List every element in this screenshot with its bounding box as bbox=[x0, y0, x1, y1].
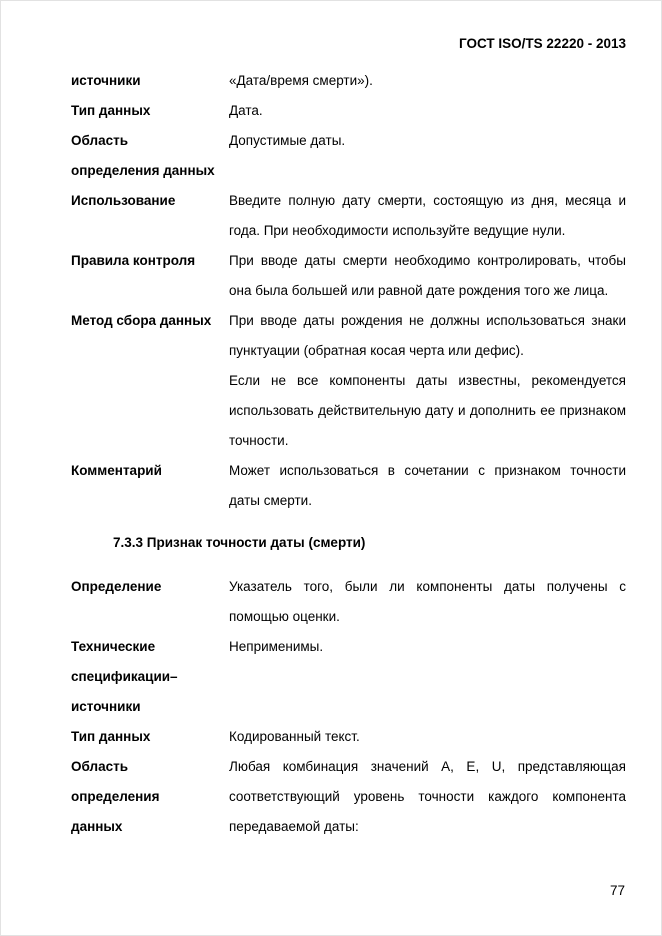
table-row bbox=[71, 246, 626, 306]
table-row bbox=[71, 632, 626, 722]
document-header bbox=[71, 35, 626, 52]
header-title: ГОСТ ISO/TS 22220 - 2013 bbox=[459, 36, 626, 51]
row-text: Кодированный текст. bbox=[229, 729, 360, 744]
table-row bbox=[71, 186, 626, 246]
row-text: «Дата/время смерти»). bbox=[229, 73, 373, 88]
table-row bbox=[71, 126, 626, 186]
row-label: Область определения данных bbox=[71, 133, 215, 178]
section-heading: 7.3.3 Признак точности даты (смерти) bbox=[113, 535, 366, 550]
table-row bbox=[71, 572, 626, 632]
table-row bbox=[71, 456, 626, 516]
definition-list-2 bbox=[71, 572, 626, 842]
row-text: Любая комбинация значений A, E, U, представляющая соответствующий уровень точности каждого компонента передаваемой даты: bbox=[229, 759, 626, 834]
row-label: Использование bbox=[71, 193, 176, 208]
row-label: Комментарий bbox=[71, 463, 162, 478]
row-text: Дата. bbox=[229, 103, 263, 118]
table-row bbox=[71, 66, 626, 96]
row-label: Тип данных bbox=[71, 729, 151, 744]
row-text: Может использоваться в сочетании с признаком точности даты смерти. bbox=[229, 463, 626, 508]
row-label: Область определения данных bbox=[71, 759, 160, 834]
row-label: Метод сбора данных bbox=[71, 313, 212, 328]
row-text: Допустимые даты. bbox=[229, 133, 346, 148]
table-row bbox=[71, 722, 626, 752]
table-row bbox=[71, 752, 626, 842]
row-label: источники bbox=[71, 73, 141, 88]
page-number: 77 bbox=[609, 883, 625, 898]
table-row bbox=[71, 96, 626, 126]
row-text: Указатель того, были ли компоненты даты получены с помощью оценки. bbox=[229, 579, 626, 624]
row-text: При вводе даты рождения не должны использоваться знаки пунктуации (обратная косая черта или дефис). Если не все компоненты даты известны, рекомендуется использовать действительную дату и дополнить ее признаком точности. bbox=[229, 313, 626, 448]
row-text: Неприменимы. bbox=[229, 639, 324, 654]
row-label: Определение bbox=[71, 579, 162, 594]
row-label: Тип данных bbox=[71, 103, 151, 118]
table-row bbox=[71, 306, 626, 456]
row-text: При вводе даты смерти необходимо контролировать, чтобы она была большей или равной дате рождения того же лица. bbox=[229, 253, 626, 298]
row-label: Правила контроля bbox=[71, 253, 196, 268]
row-text: Введите полную дату смерти, состоящую из дня, месяца и года. При необходимости используйте ведущие нули. bbox=[229, 193, 626, 238]
row-label: Технические спецификации– источники bbox=[71, 639, 178, 714]
definition-list-1 bbox=[71, 66, 626, 516]
